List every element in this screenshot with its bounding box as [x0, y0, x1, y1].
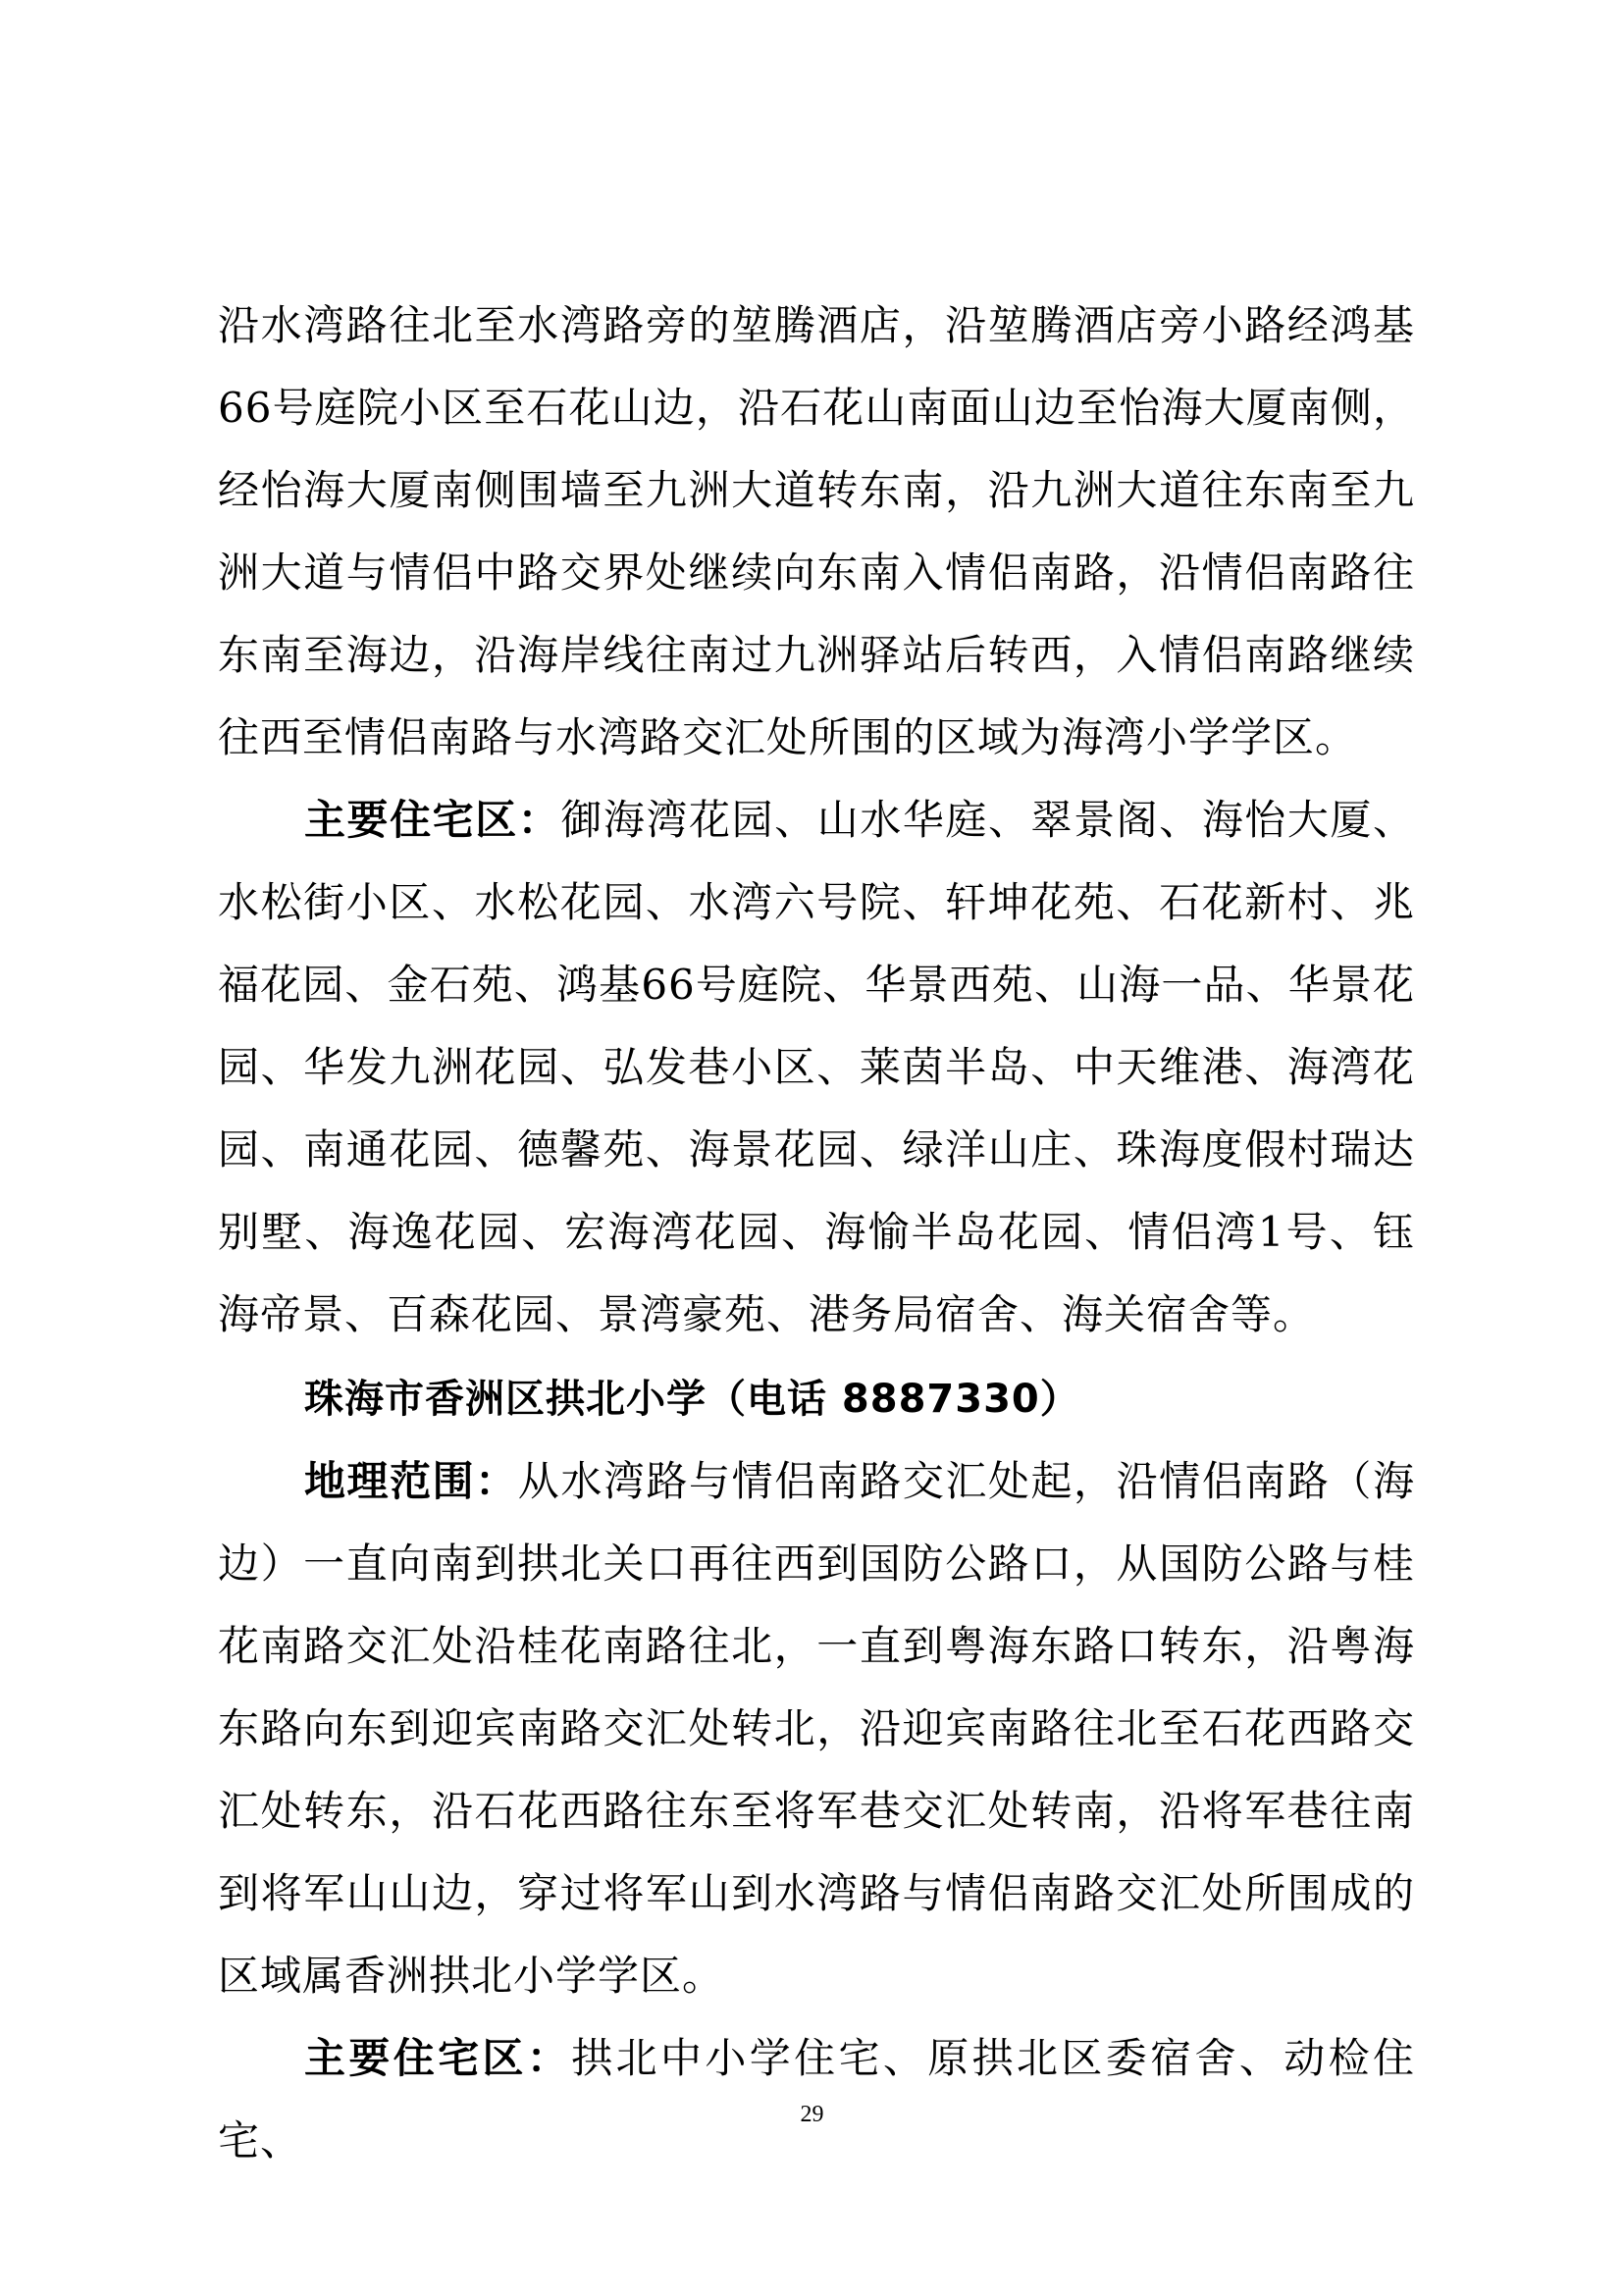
residential-area-list-2: 拱北中小学住宅、原拱北区委宿舍、动检住宅、	[218, 2034, 1415, 2165]
geographic-scope-paragraph	[218, 1440, 1415, 2017]
residential-area-label: 主要住宅区：	[304, 796, 561, 844]
geographic-scope-label: 地理范围：	[304, 1457, 518, 1505]
geographic-scope-text: 从水湾路与情侣南路交汇处起，沿情侣南路（海边）一直向南到拱北关口再往西到国防公路口，从国防公路与桂花南路交汇处沿桂花南路往北，一直到粤海东路口转东，沿粤海东路向东到迎宾南路交汇处转北，沿迎宾南路往北至石花西路交汇处转东，沿石花西路往东至将军巷交汇处转南，沿将军巷往南到将军山山边，穿过将军山到水湾路与情侣南路交汇处所围成的区域属香洲拱北小学学区。	[218, 1457, 1415, 2000]
residential-area-label-2: 主要住宅区：	[304, 2034, 572, 2082]
page-number: 29	[800, 2102, 824, 2127]
school-title: 珠海市香洲区拱北小学（电话 8887330）	[304, 1377, 1080, 1422]
residential-area-paragraph	[218, 779, 1415, 1356]
boundary-paragraph-continued: 沿水湾路往北至水湾路旁的堃腾酒店，沿堃腾酒店旁小路经鸿基66号庭院小区至石花山边，沿石花山南面山边至怡海大厦南侧，经怡海大厦南侧围墙至九洲大道转东南，沿九洲大道往东南至九洲大道与情侣中路交界处继续向东南入情侣南路，沿情侣南路往东南至海边，沿海岸线往南过九洲驿站后转西，入情侣南路继续往西至情侣南路与水湾路交汇处所围的区域为海湾小学学区。	[218, 301, 1415, 761]
residential-area-list: 御海湾花园、山水华庭、翠景阁、海怡大厦、水松街小区、水松花园、水湾六号院、轩坤花苑、石花新村、兆福花园、金石苑、鸿基66号庭院、华景西苑、山海一品、华景花园、华发九洲花园、弘发巷小区、莱茵半岛、中天维港、海湾花园、南通花园、德馨苑、海景花园、绿洋山庄、珠海度假村瑞达别墅、海逸花园、宏海湾花园、海愉半岛花园、情侣湾1号、钰海帝景、百森花园、景湾豪苑、港务局宿舍、海关宿舍等。	[218, 796, 1415, 1338]
